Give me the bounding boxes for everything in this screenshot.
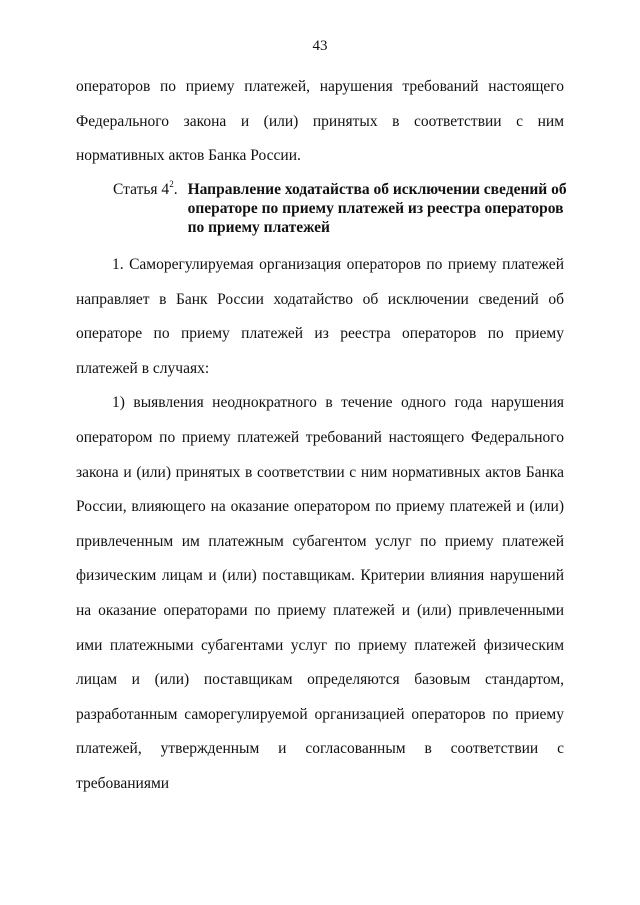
page-number: 43 <box>312 38 328 54</box>
article-label <box>113 180 188 237</box>
article-label-suffix: . <box>173 181 178 198</box>
article-title: Направление ходатайства об исключении сведений об операторе по приему платежей из реестра операторов по приему платежей <box>187 181 567 236</box>
intro-block <box>76 70 564 174</box>
article-body <box>76 248 564 802</box>
article-label-superscript: 2 <box>169 179 174 189</box>
paragraph-1-item-1: 1) выявления неоднократного в течение одного года нарушения оператором по приему платежей требований настоящего Федерального закона и (или) принятых в соответствии с ним нормативных актов Банка России, влияющего на оказание оператором по приему платежей и (или) привлеченным им платежным субагентом услуг по приему платежей физическим лицам и (или) поставщикам. Критерии влияния нарушений на оказание операторами по приему платежей и (или) привлеченными ими платежными субагентами услуг по приему платежей физическим лицам и (или) поставщикам определяются базовым стандартом, разработанным саморегулируемой организацией операторов по приему платежей, утвержденным и согласованным в соответствии с требованиями <box>76 394 564 792</box>
intro-paragraph: операторов по приему платежей, нарушения требований настоящего Федерального закона и (или) принятых в соответствии с ним нормативных актов Банка России. <box>76 78 564 165</box>
article-heading <box>113 180 573 237</box>
paragraph-1: 1. Саморегулируемая организация операторов по приему платежей направляет в Банк России ходатайство об исключении сведений об операторе по приему платежей из реестра операторов по приему платежей в случаях: <box>76 256 564 377</box>
article-label-text: Статья 4 <box>113 181 170 198</box>
